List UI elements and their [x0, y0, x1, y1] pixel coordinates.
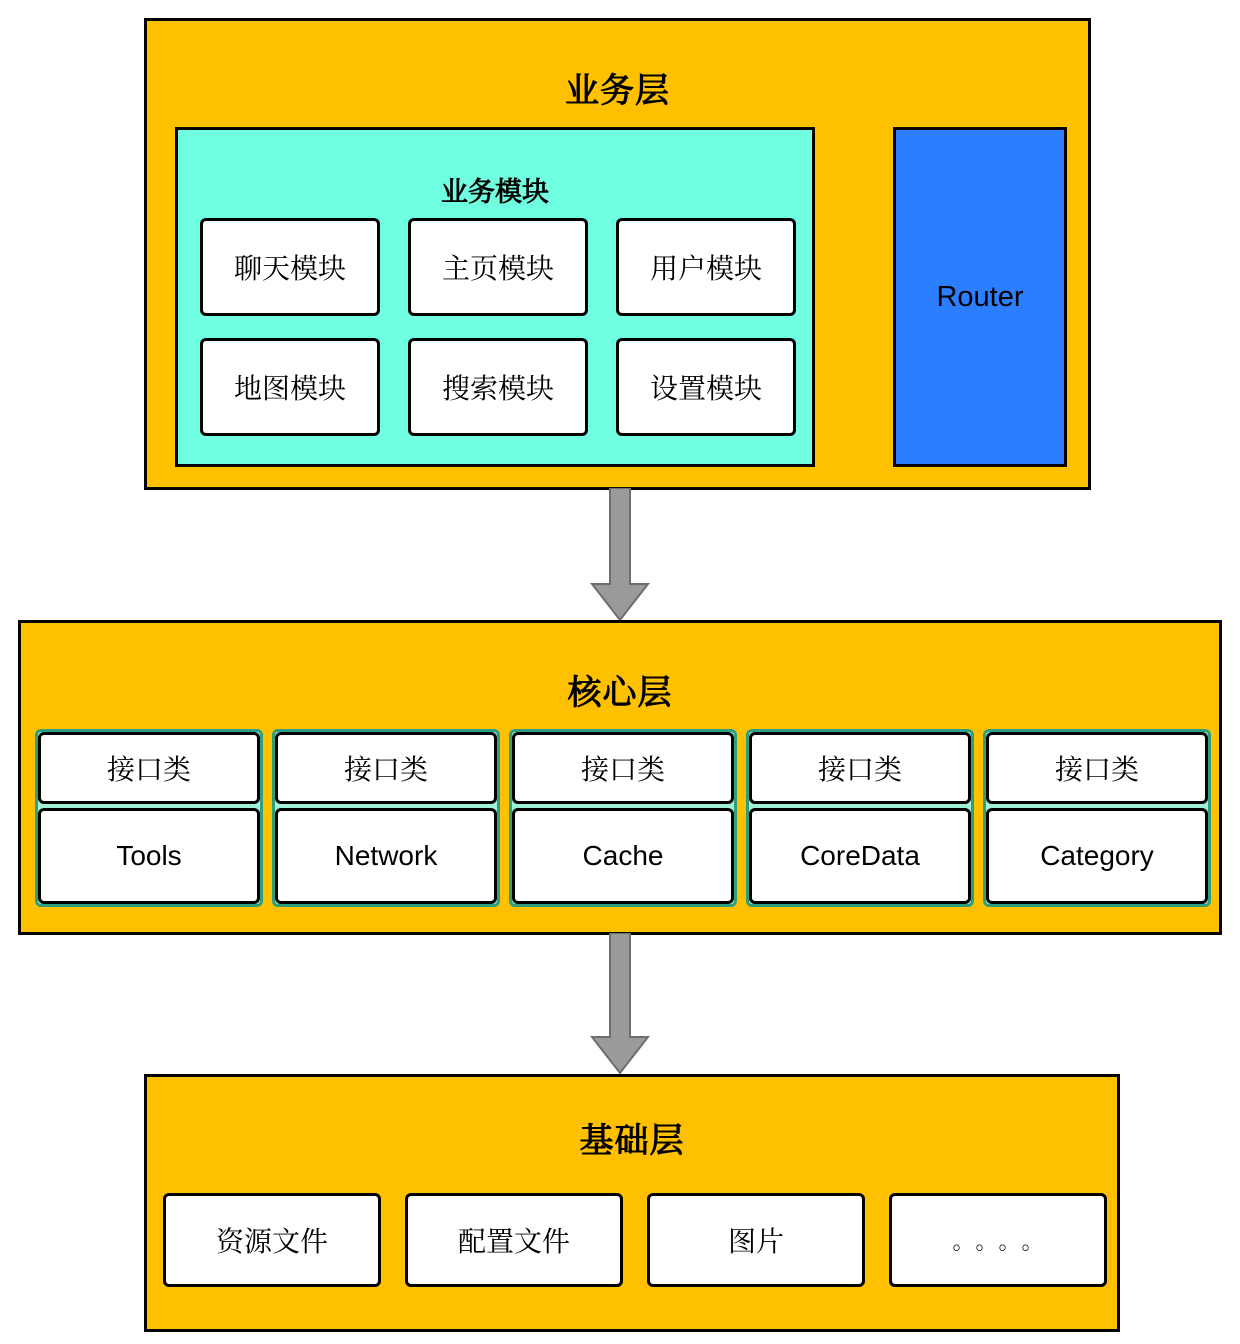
core-interface-category[interactable]: 接口类: [986, 732, 1208, 804]
business-module-group-title: 业务模块: [441, 177, 549, 207]
module-search[interactable]: 搜索模块: [408, 338, 588, 436]
core-interface-coredata[interactable]: 接口类: [749, 732, 971, 804]
arrow-core-to-base: [590, 933, 650, 1075]
core-impl-category[interactable]: Category: [986, 808, 1208, 904]
layer-business: [144, 18, 1091, 490]
core-column-category: [983, 729, 1211, 907]
module-user[interactable]: 用户模块: [616, 218, 796, 316]
core-column-tools: [35, 729, 263, 907]
module-map[interactable]: 地图模块: [200, 338, 380, 436]
base-item-config[interactable]: 配置文件: [405, 1193, 623, 1287]
router-box[interactable]: Router: [893, 127, 1067, 467]
module-chat[interactable]: 聊天模块: [200, 218, 380, 316]
core-column-network: [272, 729, 500, 907]
core-column-cache: [509, 729, 737, 907]
layer-base-title: 基础层: [579, 1122, 685, 1160]
core-impl-network[interactable]: Network: [275, 808, 497, 904]
core-interface-cache[interactable]: 接口类: [512, 732, 734, 804]
layer-base: [144, 1074, 1120, 1332]
business-module-grid: [200, 218, 796, 436]
layer-core: [18, 620, 1222, 935]
base-item-grid: [163, 1193, 1107, 1287]
business-module-group: [175, 127, 815, 467]
core-impl-tools[interactable]: Tools: [38, 808, 260, 904]
base-item-resources[interactable]: 资源文件: [163, 1193, 381, 1287]
core-interface-network[interactable]: 接口类: [275, 732, 497, 804]
module-settings[interactable]: 设置模块: [616, 338, 796, 436]
arrow-business-to-core: [590, 488, 650, 622]
core-impl-coredata[interactable]: CoreData: [749, 808, 971, 904]
layer-core-title: 核心层: [567, 674, 673, 712]
core-column-grid: [35, 729, 1211, 907]
core-interface-tools[interactable]: 接口类: [38, 732, 260, 804]
core-column-coredata: [746, 729, 974, 907]
module-home[interactable]: 主页模块: [408, 218, 588, 316]
base-item-more[interactable]: 。。。。: [889, 1193, 1107, 1287]
layer-business-title: 业务层: [565, 72, 670, 110]
core-impl-cache[interactable]: Cache: [512, 808, 734, 904]
base-item-images[interactable]: 图片: [647, 1193, 865, 1287]
